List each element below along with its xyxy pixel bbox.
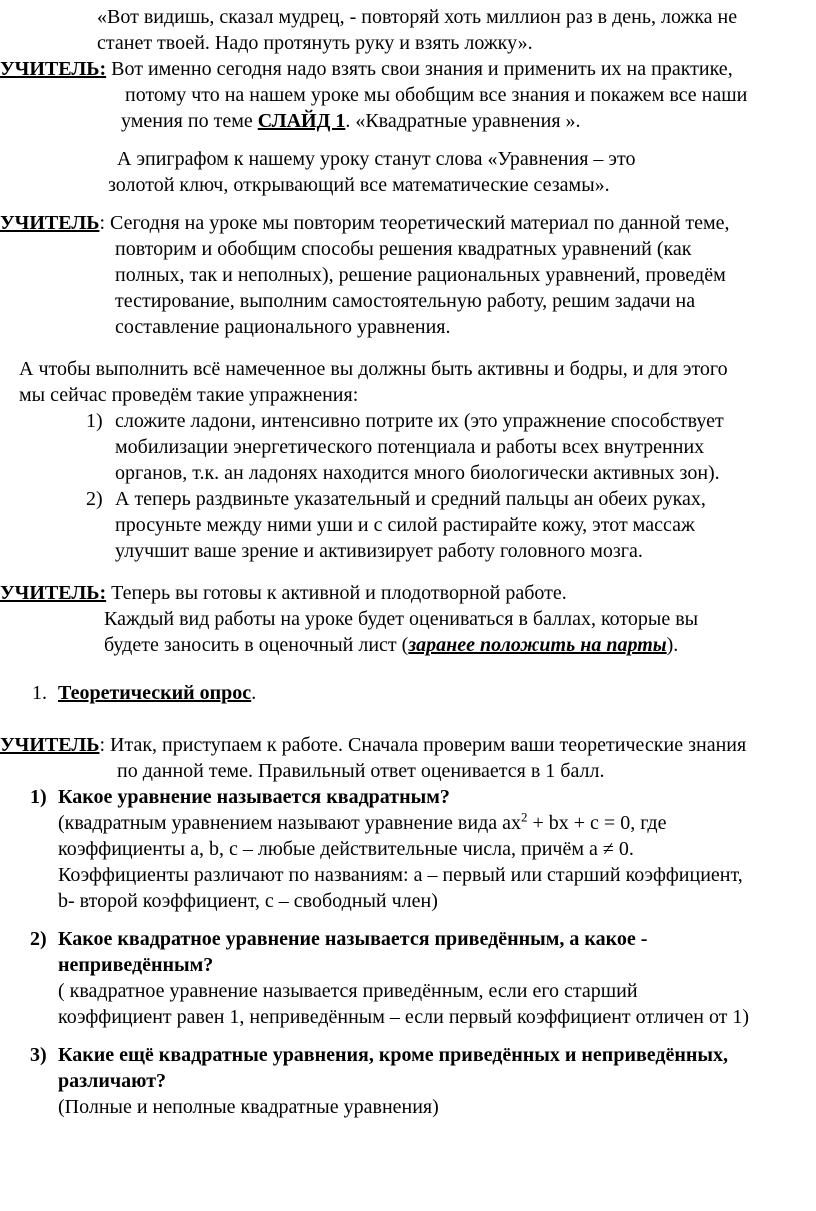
epigraph-line: золотой ключ, открывающий все математические сезамы». xyxy=(108,174,610,196)
list-item: улучшит ваше зрение и активизирует работу головного мозга. xyxy=(115,540,643,562)
answer-text: Коэффициенты различают по названиям: а – первый или старший коэффициент, xyxy=(58,864,743,886)
teacher-text: Каждый вид работы на уроке будет оцениваться в баллах, которые вы xyxy=(104,608,699,630)
exercise-intro: мы сейчас проведём такие упражнения: xyxy=(19,384,359,406)
list-item: А теперь раздвиньте указательный и средний пальцы ан обеих руках, xyxy=(115,488,706,510)
teacher-text: тестирование, выполним самостоятельную работу, решим задачи на xyxy=(115,290,696,312)
list-number: 1) xyxy=(86,410,103,432)
teacher-label: УЧИТЕЛЬ: xyxy=(0,582,107,604)
teacher-text: будете заносить в оценочный лист (заранее положить на парты). xyxy=(104,634,679,656)
teacher-text: умения по теме СЛАЙД 1. «Квадратные уравнения ». xyxy=(121,110,581,132)
list-item: сложите ладони, интенсивно потрите их (это упражнение способствует xyxy=(115,410,724,432)
epigraph-line: «Вот видишь, сказал мудрец, - повторяй хоть миллион раз в день, ложка не xyxy=(97,6,738,28)
teacher-text: Вот именно сегодня надо взять свои знания и применить их на практике, xyxy=(106,58,733,80)
answer-text: b- второй коэффициент, с – свободный член) xyxy=(58,890,438,912)
section-title: Теоретический опрос. xyxy=(58,682,257,704)
exercise-intro: А чтобы выполнить всё намеченное вы должны быть активны и бодры, и для этого xyxy=(19,358,728,380)
slide-ref: СЛАЙД 1 xyxy=(257,110,346,132)
question-number: 1) xyxy=(30,786,47,808)
teacher-label: УЧИТЕЛЬ: xyxy=(0,58,107,80)
teacher-text: потому что на нашем уроке мы обобщим все знания и покажем все наши xyxy=(125,84,748,106)
teacher-label: УЧИТЕЛЬ xyxy=(0,734,100,756)
teacher-text: полных, так и неполных), решение рациональных уравнений, проведём xyxy=(115,264,726,286)
teacher-paragraph xyxy=(0,580,567,606)
list-item: мобилизации энергетического потенциала и работы всех внутренних xyxy=(115,436,705,458)
teacher-paragraph xyxy=(0,56,733,82)
answer-text: (квадратным уравнением называют уравнение вида $ах^2$ + bх + с = 0, где xyxy=(58,809,667,834)
teacher-text: : Сегодня на уроке мы повторим теоретический материал по данной теме, xyxy=(99,212,730,234)
question-number: 3) xyxy=(30,1044,47,1066)
answer-text: коэффициент равен 1, неприведённым – если первый коэффициент отличен от 1) xyxy=(58,1006,750,1028)
question-number: 2) xyxy=(30,928,47,950)
teacher-text: составление рационального уравнения. xyxy=(115,316,451,338)
question-text: Какие ещё квадратные уравнения, кроме приведённых и неприведённых, xyxy=(58,1044,729,1066)
answer-text: (Полные и неполные квадратные уравнения) xyxy=(58,1096,439,1118)
teacher-paragraph xyxy=(0,210,730,236)
teacher-label: УЧИТЕЛЬ xyxy=(0,212,100,234)
epigraph-line: станет твоей. Надо протянуть руку и взять ложку». xyxy=(97,32,533,54)
teacher-text: по данной теме. Правильный ответ оценивается в 1 балл. xyxy=(117,760,605,782)
epigraph-line: А эпиграфом к нашему уроку станут слова «Уравнения – это xyxy=(117,148,636,170)
teacher-text: Теперь вы готовы к активной и плодотворной работе. xyxy=(106,582,567,604)
answer-text: коэффициенты а, b, с – любые действительные числа, причём а ≠ 0. xyxy=(58,838,634,860)
answer-text: ( квадратное уравнение называется приведённым, если его старший xyxy=(58,980,638,1002)
list-item: органов, т.к. ан ладонях находится много биологически активных зон). xyxy=(115,462,720,484)
teacher-note: заранее положить на парты xyxy=(408,634,667,656)
question-text: Какое уравнение называется квадратным? xyxy=(58,786,450,808)
teacher-paragraph xyxy=(0,732,746,758)
question-text: Какое квадратное уравнение называется приведённым, а какое - xyxy=(58,928,648,950)
question-text: различают? xyxy=(58,1070,167,1092)
question-text: неприведённым? xyxy=(58,954,214,976)
teacher-text: : Итак, приступаем к работе. Сначала проверим ваши теоретические знания xyxy=(99,734,747,756)
section-number: 1. xyxy=(32,682,47,704)
list-number: 2) xyxy=(86,488,103,510)
teacher-text: повторим и обобщим способы решения квадратных уравнений (как xyxy=(115,238,692,260)
list-item: просуньте между ними уши и с силой растирайте кожу, этот массаж xyxy=(115,514,695,536)
